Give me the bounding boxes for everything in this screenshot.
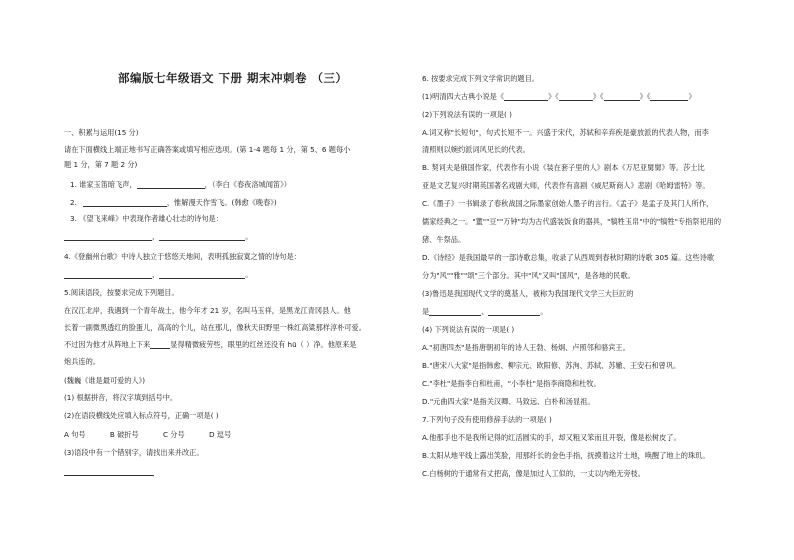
instruction-line-2: 题 1 分，第 7 题 2 分) [64,160,138,169]
question-2-number: 2. [70,198,77,207]
question-4-answer-line: ， 。 [64,270,252,279]
subquestion-3-answer-line [64,467,154,476]
question-6-1: (1)明清四大古典小说是《 》《 》《 》《 》 [422,92,696,101]
q6-2-option-d-line-1: D.《诗经》是我国最早的一部诗歌总集，收录了从西周到春秋时期的诗歌 305 篇。这些诗歌 [422,253,715,262]
answer-blank[interactable] [559,92,593,101]
question-3-answer-line: ， 。 [64,232,252,241]
question-7: 7.下列句子没有使用修辞手法的一项是( ) [422,415,552,424]
answer-blank[interactable] [504,92,548,101]
passage-line-4: 炮兵连的。 [64,357,100,366]
q6-4-option-a[interactable]: A."初唐四杰"是指唐朝初年的诗人王勃、杨炯、卢照邻和骆宾王。 [422,343,630,352]
question-2 [70,198,277,207]
passage-line-3-start: 不过因为他才从阵地上下来 [64,340,151,349]
question-6-2: (2)下列说法有误的一项是( ) [422,110,512,119]
subquestion-2-options [64,430,253,439]
q7-option-c[interactable]: C.白杨树的干通常有丈把高，像是加过人工似的，一丈以内绝无旁枝。 [422,469,645,478]
q6-4-option-d[interactable]: D."元曲四大家"是指关汉卿、马致远、白朴和汤显祖。 [422,397,595,406]
option-a[interactable]: A 句号 [64,430,86,439]
q7-option-a[interactable]: A.他那手也不是我所记得的红活圆实的手，却又粗又笨而且开裂，像是松树皮了。 [422,433,681,442]
q6-2-option-c-line-2: 儒家经典之一。"簠""豆""万钟"均为古代盛装饭食的器具，"犒牲玉帛"中的"犒牲"专指祭祀用的 [422,217,722,226]
answer-blank[interactable] [137,180,205,189]
q7-option-b[interactable]: B.太阳从地平线上露出笑脸，用那纤长的金色手指，抚摸着这片土地，唤醒了地上的珠玑。 [422,451,710,460]
passage-source: (魏巍《谁是最可爱的人》) [64,376,146,385]
question-4: 4.《登幽州台歌》中诗人独立于悠悠天地间，表明孤独寂寞之情的诗句是： [64,252,301,261]
answer-blank[interactable] [64,232,152,241]
question-1-text: 1. 谁家玉笛暗飞声， [70,180,137,189]
answer-blank[interactable] [64,270,152,279]
question-6-3-answer-prefix: 是 [422,307,430,316]
answer-blank[interactable] [604,92,640,101]
option-d[interactable]: D 逗号 [208,430,232,439]
question-3: 3. 《望飞来峰》中表现作者雄心壮志的诗句是： [70,214,223,223]
passage-line-2: 长着一副微黑透红的脸蛋儿，高高的个儿，站在那儿，像秋天田野里一株红高粱那样淳朴可爱。 [64,323,366,332]
answer-blank[interactable] [488,307,540,316]
q6-2-option-d-line-2: 分为"风""雅""颂"三个部分。其中"风"又叫"国风"，是各地的民歌。 [422,271,635,280]
question-5: 5.阅读语段，按要求完成下列题目。 [64,288,179,297]
punctuation-blank[interactable] [150,340,170,349]
answer-blank[interactable] [650,92,688,101]
subquestion-1: (1) 根据拼音，将汉字填到括号中。 [64,393,178,402]
instruction-line-1: 请在下面横线上端正地书写正确答案或填写相应选项。(第 1-4 题每 1 分，第 5、6 题每小 [64,145,351,154]
answer-blank[interactable] [429,307,481,316]
q6-2-option-a-line-1: A.词又称"长短句"，句式长短不一。兴盛于宋代，苏轼和辛弃疾是豪放派的代表人物，而李 [422,128,709,137]
q6-4-option-c[interactable]: C."李杜"是指李白和杜甫，"小李杜"是指李商隐和杜牧。 [422,379,601,388]
q6-2-option-c-line-3: 猪、牛祭品。 [422,235,466,244]
subquestion-2: (2)在语段横线处应填入标点符号，正确一项是( ) [64,411,219,420]
q6-2-option-b-line-2: 亚是文艺复兴时期英国著名戏剧大师，代表作有喜剧《威尼斯商人》悲剧《哈姆雷特》等。 [422,181,710,190]
question-1-source: ，（李白《春夜洛城闻笛》） [204,180,291,189]
q6-4-option-b[interactable]: B."唐宋八大家"是指韩愈、柳宗元、欧阳修、苏洵、苏轼、苏辙、王安石和曾巩。 [422,361,681,370]
question-6-3: (3)鲁迅是我国现代文学的奠基人，被称为我国现代文学三大巨匠的 [422,289,634,298]
subquestion-3: (3)语段中有一个错别字，请找出来并改正。 [64,448,204,457]
page-title: 部编版七年级语文 下册 期末冲刺卷 （三） [118,71,348,85]
question-1 [70,180,291,189]
option-b[interactable]: B 破折号 [109,430,139,439]
answer-blank[interactable] [64,467,154,476]
answer-blank[interactable] [159,232,245,241]
section-heading: 一、积累与运用(15 分) [64,128,139,137]
question-6-1-text: (1)明清四大古典小说是《 [422,92,505,101]
q6-2-option-b-line-1: B. 契诃夫是俄国作家，代表作有小说《装在套子里的人》剧本《万尼亚舅舅》等。莎士比 [422,163,705,172]
passage-line-3-end: 显得精微疲劳些，眼里的红丝还没有 hū（ ）净。他原来是 [170,340,357,349]
option-c[interactable]: C 分号 [162,430,185,439]
question-2-text: ，惟解漫天作雪飞。(韩愈《晚春》) [166,198,277,207]
passage-line-3 [64,340,356,349]
q6-2-option-c-line-1: C.《墨子》一书辑录了春秋战国之际墨家创始人墨子的言行。《孟子》是孟子及其门人所作， [422,199,714,208]
answer-blank[interactable] [83,198,167,207]
passage-line-1: 在汉江北岸，我遇到一个青年战士，他今年才 21 岁，名叫马玉祥，是黑龙江青冈县人。他 [64,306,351,315]
question-6: 6. 按要求完成下列文学常识的题目。 [422,74,539,83]
answer-blank[interactable] [159,270,245,279]
question-6-4: (4) 下列说法有误的一项是( ) [422,325,515,334]
q6-2-option-a-line-2: 清照则以婉约派词风见长的代表。 [422,145,530,154]
question-6-3-answer-line: 是 、 。 [422,307,548,316]
